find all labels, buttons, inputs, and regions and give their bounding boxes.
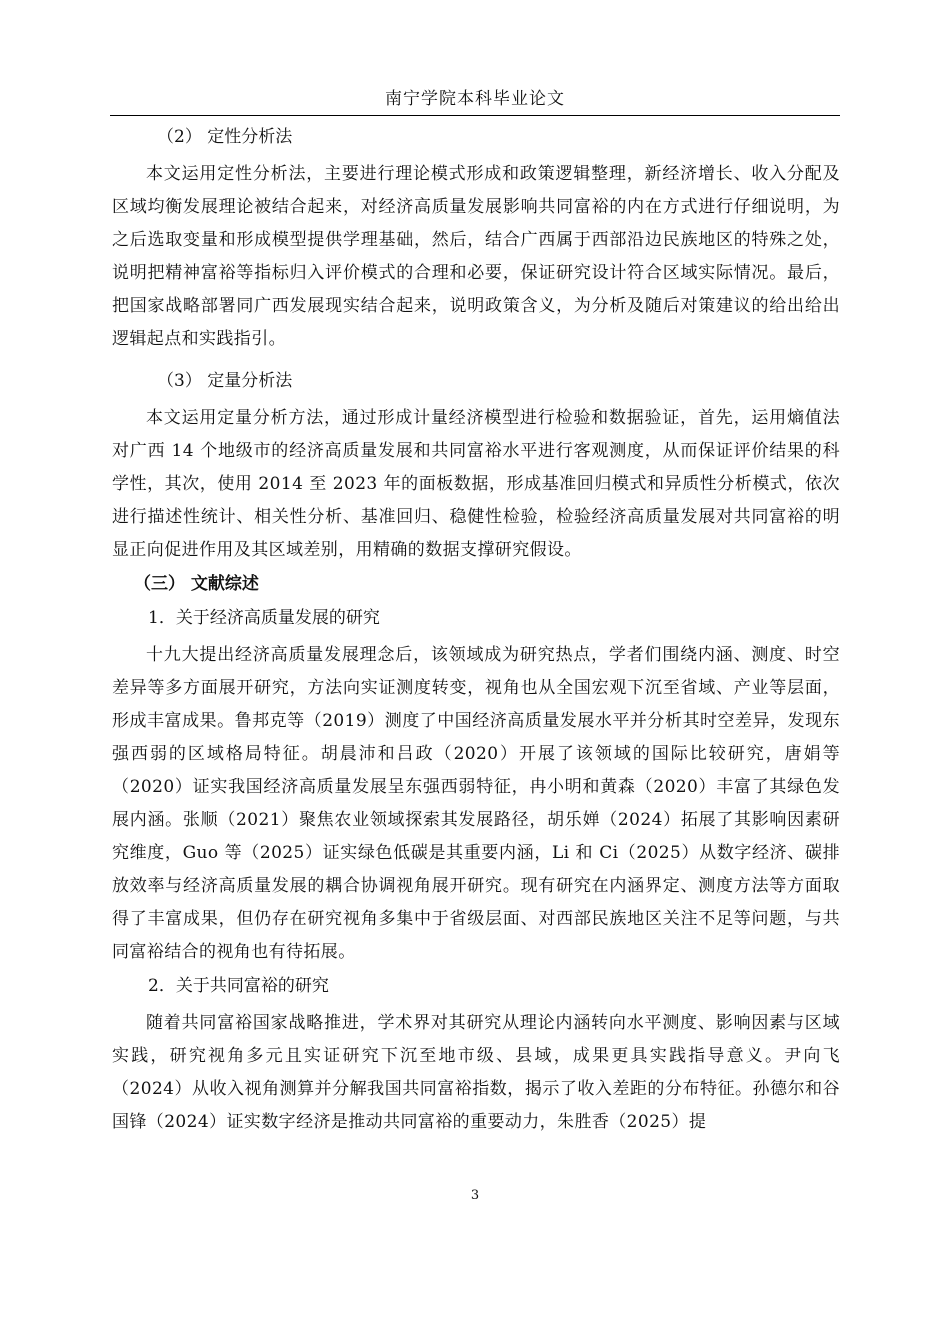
literature-review-heading: （三） 文献综述	[134, 574, 259, 594]
economic-development-research-heading: 1．关于经济高质量发展的研究	[148, 608, 380, 628]
page-body	[112, 120, 840, 1139]
page-number: 3	[470, 1188, 480, 1203]
header-divider	[110, 115, 840, 116]
quantitative-method-heading: （3） 定量分析法	[157, 371, 293, 391]
quantitative-method-paragraph: 本文运用定量分析方法，通过形成计量经济模型进行检验和数据验证，首先，运用熵值法对广西 14 个地级市的经济高质量发展和共同富裕水平进行客观测度，从而保证评价结果的科学性，其次，使用 2014 至 2023 年的面板数据，形成基准回归模式和异质性分析模式，依次进行描述性统计、相关性分析、基准回归、稳健性检验，检验经济高质量发展对共同富裕的明显正向促进作用及其区域差别，用精确的数据支撑研究假设。	[112, 408, 840, 560]
common-prosperity-research-heading: 2．关于共同富裕的研究	[148, 976, 329, 996]
running-header: 南宁学院本科毕业论文	[385, 89, 565, 109]
qualitative-method-heading: （2） 定性分析法	[157, 127, 293, 147]
economic-development-research-paragraph: 十九大提出经济高质量发展理念后，该领域成为研究热点，学者们围绕内涵、测度、时空差异等多方面展开研究，方法向实证测度转变，视角也从全国宏观下沉至省域、产业等层面，形成丰富成果。鲁邦克等（2019）测度了中国经济高质量发展水平并分析其时空差异，发现东强西弱的区域格局特征。胡晨沛和吕政（2020）开展了该领域的国际比较研究，唐娟等（2020）证实我国经济高质量发展呈东强西弱特征，冉小明和黄森（2020）丰富了其绿色发展内涵。张顺（2021）聚焦农业领域探索其发展路径，胡乐婵（2024）拓展了其影响因素研究维度，Guo 等（2025）证实绿色低碳是其重要内涵，Li 和 Ci（2025）从数字经济、碳排放效率与经济高质量发展的耦合协调视角展开研究。现有研究在内涵界定、测度方法等方面取得了丰富成果，但仍存在研究视角多集中于省级层面、对西部民族地区关注不足等问题，与共同富裕结合的视角也有待拓展。	[112, 645, 840, 962]
common-prosperity-research-paragraph: 随着共同富裕国家战略推进，学术界对其研究从理论内涵转向水平测度、影响因素与区域实践，研究视角多元且实证研究下沉至地市级、县域，成果更具实践指导意义。尹向飞（2024）从收入视角测算并分解我国共同富裕指数，揭示了收入差距的分布特征。孙德尔和谷国锋（2024）证实数字经济是推动共同富裕的重要动力，朱胜香（2025）提	[112, 1013, 840, 1132]
qualitative-method-paragraph: 本文运用定性分析法，主要进行理论模式形成和政策逻辑整理，新经济增长、收入分配及区域均衡发展理论被结合起来，对经济高质量发展影响共同富裕的内在方式进行仔细说明，为之后选取变量和形成模型提供学理基础，然后，结合广西属于西部沿边民族地区的特殊之处，说明把精神富裕等指标归入评价模式的合理和必要，保证研究设计符合区域实际情况。最后，把国家战略部署同广西发展现实结合起来，说明政策含义，为分析及随后对策建议的给出给出逻辑起点和实践指引。	[112, 164, 840, 349]
